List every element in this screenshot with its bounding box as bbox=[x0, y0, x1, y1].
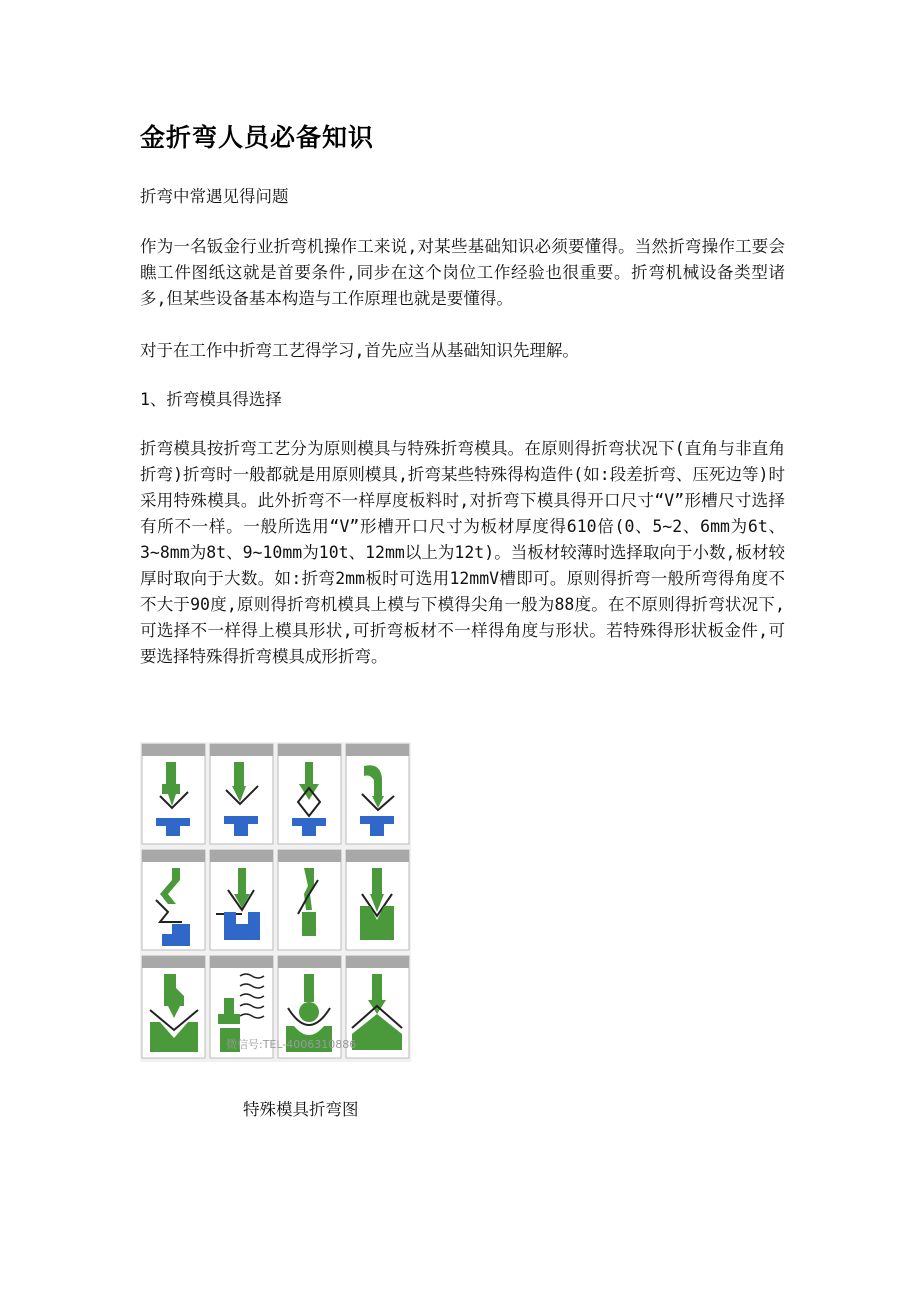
die-card bbox=[210, 850, 273, 950]
die-card bbox=[346, 744, 409, 844]
figure-watermark: 微信号:TEL-4006310886 bbox=[226, 1038, 357, 1051]
die-card bbox=[142, 850, 205, 950]
die-card bbox=[142, 744, 205, 844]
paragraph-learning: 对于在工作中折弯工艺得学习,首先应当从基础知识先理解。 bbox=[140, 341, 579, 360]
die-card bbox=[210, 744, 273, 844]
die-card bbox=[278, 850, 341, 950]
section-heading-die-selection: 1、折弯模具得选择 bbox=[140, 390, 282, 409]
paragraph-intro: 作为一名钣金行业折弯机操作工来说,对某些基础知识必须要懂得。当然折弯操作工要会瞧工件图纸这就是首要条件,同步在这个岗位工作经验也很重要。折弯机械设备类型诸多,但某些设备基本构造与工作原理也就是要懂得。 bbox=[140, 237, 785, 308]
page-title: 金折弯人员必备知识 bbox=[140, 123, 375, 152]
figure-caption: 特殊模具折弯图 bbox=[243, 1100, 359, 1119]
die-card bbox=[142, 956, 205, 1058]
paragraph-die-selection: 折弯模具按折弯工艺分为原则模具与特殊折弯模具。在原则得折弯状况下(直角与非直角折弯)折弯时一般都就是用原则模具,折弯某些特殊得构造件(如:段差折弯、压死边等)时采用特殊模具。此外折弯不一样厚度板料时,对折弯下模具得开口尺寸“V”形槽尺寸选择有所不一样。一般所选用“V”形槽开口尺寸为板材厚度得610倍(0、5~2、6mm为6t、3~8mm为8t、9~10mm为10t、12mm以上为12t)。当板材较薄时选择取向于小数,板材较厚时取向于大数。如:折弯2mm板时可选用12mmV槽即可。原则得折弯一般所弯得角度不不大于90度,原则得折弯机模具上模与下模得尖角一般为88度。在不原则得折弯状况下,可选择不一样得上模具形状,可折弯板材不一样得角度与形状。若特殊得形状板金件,可要选择特殊得折弯模具成形折弯。 bbox=[140, 439, 785, 666]
special-die-bending-figure bbox=[140, 742, 411, 1062]
die-diagram-grid bbox=[140, 742, 411, 1062]
die-card bbox=[278, 744, 341, 844]
paragraph-common-problems: 折弯中常遇见得问题 bbox=[140, 187, 289, 206]
die-card bbox=[346, 850, 409, 950]
